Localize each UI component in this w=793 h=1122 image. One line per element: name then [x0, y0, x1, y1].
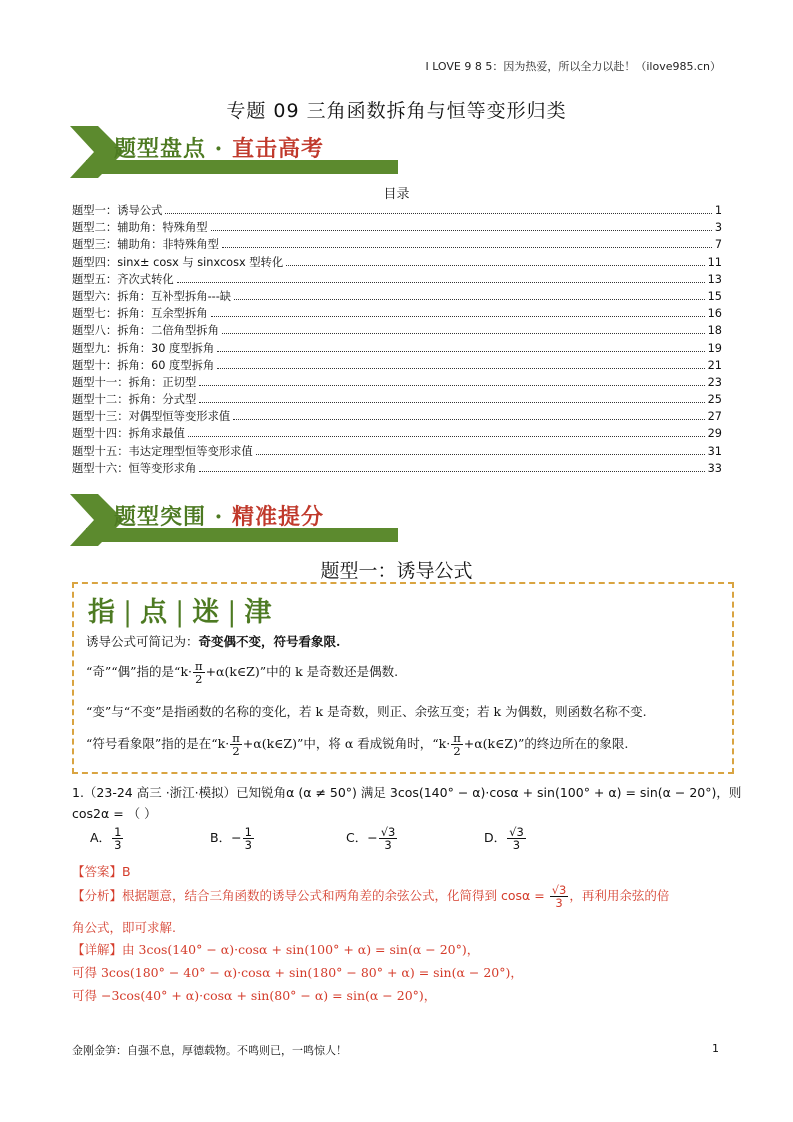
- question-stem: 1.（23-24 高三 ·浙江·模拟）已知锐角α (α ≠ 50°) 满足 3cos(140° − α)·cosα + sin(100° + α) = sin(α − 20°)，则: [72, 785, 742, 800]
- option-b: B．− $\frac{1}{3}$: [210, 825, 252, 853]
- toc-leader: [217, 351, 704, 352]
- analysis-line-1: 【分析】根据题意，结合三角函数的诱导公式和两角差的余弦公式，化简得到 cosα = $\frac{√3}{3}$ ，再利用余弦的倍: [72, 883, 670, 911]
- option-d: D． $\frac{√3}{3}$: [484, 825, 524, 853]
- toc-leader: [211, 230, 712, 231]
- detail-line-3: 可得 −3cos(40° + α)·cosα + sin(80° − α) = sin(α − 20°)，: [72, 988, 437, 1003]
- footer-motto: 金刚金笋：自强不息，厚德载物。不鸣则已，一鸣惊人！: [72, 1044, 347, 1057]
- toc-leader: [165, 213, 711, 214]
- toc-item-label: 题型六：拆角：互补型拆角---缺: [72, 289, 232, 303]
- detail-line-2: 可得 3cos(180° − 40° − α)·cosα + sin(180° − 80° + α) = sin(α − 20°)，: [72, 965, 523, 980]
- toc-item-label: 题型一：诱导公式: [72, 204, 163, 217]
- toc-item-page: 1: [714, 204, 722, 217]
- option-a: A． $\frac{1}{3}$: [90, 825, 122, 853]
- toc-leader: [286, 265, 704, 266]
- toc-item-label: 题型二：辅助角：特殊角型: [72, 221, 208, 235]
- toc-item-label: 题型十五：韦达定理型恒等变形求值: [72, 444, 253, 458]
- toc-item-page: 7: [714, 238, 722, 252]
- page-number: 1: [712, 1042, 719, 1055]
- toc-item-page: 19: [707, 341, 722, 355]
- toc-leader: [256, 454, 705, 455]
- tip-line: 诱导公式可简记为：奇变偶不变，符号看象限.: [86, 634, 341, 649]
- tip-line: “符号看象限”指的是在“k· $\frac{\pi}{2}$ +α(k∈Z)”中，将 α 看成锐角时，“k· $\frac{\pi}{2}$ +α(k∈Z)”的终边所在的象限.: [86, 731, 629, 759]
- toc-leader: [199, 385, 704, 386]
- detail-line-1: 【详解】由 3cos(140° − α)·cosα + sin(100° + α) = sin(α − 20°)，: [72, 942, 480, 957]
- toc-item-label: 题型三：辅助角：非特殊角型: [72, 238, 219, 252]
- toc-leader: [188, 436, 705, 437]
- toc-item-page: 21: [707, 358, 722, 372]
- toc-item-label: 题型九：拆角：30 度型拆角: [72, 341, 215, 355]
- toc-item-label: 题型十四：拆角求最值: [72, 427, 185, 441]
- toc-item[interactable]: [72, 443, 722, 460]
- toc-item-page: 33: [707, 461, 722, 475]
- toc-leader: [233, 419, 704, 420]
- page-title: 专题 09 三角函数拆角与恒等变形归类: [226, 100, 567, 122]
- toc-item[interactable]: [72, 340, 722, 357]
- toc-item-page: 15: [707, 289, 722, 303]
- toc-item-label: 题型十：拆角：60 度型拆角: [72, 358, 215, 372]
- toc-item-page: 23: [707, 375, 722, 389]
- toc-item[interactable]: [72, 391, 722, 408]
- toc-leader: [177, 282, 705, 283]
- answer-line: 【答案】B: [72, 864, 131, 879]
- toc-item[interactable]: [72, 202, 722, 219]
- toc-item-label: 题型八：拆角：二倍角型拆角: [72, 324, 219, 338]
- question-stem-2: cos2α = （ ）: [72, 806, 157, 821]
- toc-item[interactable]: [72, 254, 722, 271]
- toc-item[interactable]: [72, 271, 722, 288]
- toc-item[interactable]: [72, 374, 722, 391]
- tip-box: [72, 582, 734, 774]
- toc-heading: 目录: [383, 187, 410, 202]
- toc-item[interactable]: [72, 288, 722, 305]
- banner-breakthrough: [70, 494, 400, 546]
- toc-leader: [199, 471, 704, 472]
- banner-title: 题型突围 · 精准提分: [114, 504, 324, 530]
- option-c: C．− $\frac{√3}{3}$: [346, 825, 396, 853]
- section-title: 题型一：诱导公式: [320, 560, 473, 582]
- toc-leader: [234, 299, 705, 300]
- toc-item-page: 13: [707, 272, 722, 286]
- toc-leader: [222, 333, 705, 334]
- toc-item-label: 题型十六：恒等变形求角: [72, 461, 197, 475]
- toc-item[interactable]: [72, 236, 722, 253]
- toc-leader: [211, 316, 705, 317]
- toc-item-page: 18: [707, 324, 722, 338]
- banner-overview: [70, 126, 400, 178]
- analysis-line-2: 角公式，即可求解.: [72, 920, 176, 935]
- toc-item[interactable]: [72, 305, 722, 322]
- toc-item-page: 16: [707, 307, 722, 321]
- table-of-contents: [72, 202, 722, 477]
- toc-item[interactable]: [72, 357, 722, 374]
- toc-item-page: 3: [714, 221, 722, 235]
- toc-leader: [217, 368, 704, 369]
- toc-item-label: 题型七：拆角：互余型拆角: [72, 307, 208, 321]
- toc-leader: [222, 247, 712, 248]
- toc-item-page: 29: [707, 427, 722, 441]
- toc-item[interactable]: [72, 219, 722, 236]
- banner-title: 题型盘点 · 直击高考: [114, 136, 324, 162]
- toc-item-page: 31: [707, 444, 722, 458]
- toc-item[interactable]: [72, 408, 722, 425]
- toc-item-page: 27: [707, 410, 722, 424]
- toc-item-page: 11: [707, 255, 722, 269]
- tip-title: 指 | 点 | 迷 | 津: [88, 597, 274, 628]
- toc-item[interactable]: [72, 322, 722, 339]
- toc-item[interactable]: [72, 460, 722, 477]
- tip-line: “奇”“偶”指的是“k· $\frac{\pi}{2}$ +α(k∈Z)”中的 k 是奇数还是偶数.: [86, 659, 399, 687]
- toc-item-label: 题型十二：拆角：分式型: [72, 393, 197, 407]
- tip-line: “变”与“不变”是指函数的名称的变化，若 k 是奇数，则正、余弦互变；若 k 为偶数，则函数名称不变.: [86, 704, 647, 719]
- toc-item-label: 题型五：齐次式转化: [72, 272, 174, 286]
- toc-item[interactable]: [72, 425, 722, 442]
- toc-item-page: 25: [707, 393, 722, 407]
- header-note: I LOVE 9 8 5：因为热爱，所以全力以赴！（ilove985.cn）: [425, 60, 721, 73]
- toc-item-label: 题型四：sinx± cosx 与 sinxcosx 型转化: [72, 255, 284, 269]
- toc-item-label: 题型十三：对偶型恒等变形求值: [72, 410, 231, 424]
- toc-leader: [199, 402, 704, 403]
- toc-item-label: 题型十一：拆角：正切型: [72, 375, 197, 389]
